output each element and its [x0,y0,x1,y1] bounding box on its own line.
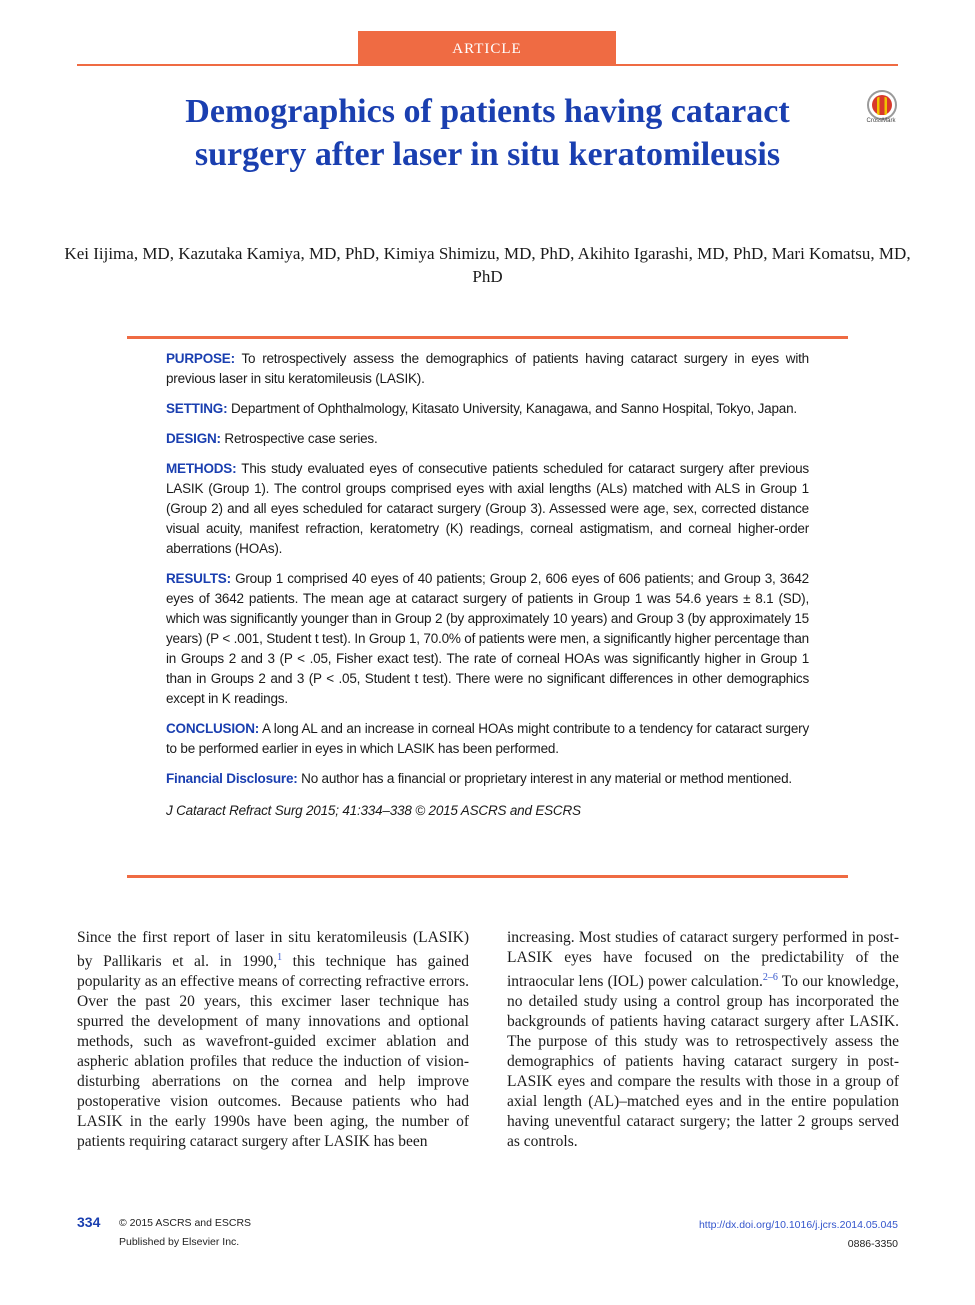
methods-label: METHODS: [166,461,237,476]
footer-right [699,1216,898,1254]
purpose-text: To retrospectively assess the demographics of patients having cataract surgery in eyes with previous laser in situ keratomileusis (LASIK). [166,351,809,386]
abstract-conclusion [166,719,809,759]
reference-link[interactable]: 1 [277,952,283,963]
issn: 0886-3350 [847,1238,898,1250]
body-paragraph [507,928,899,1152]
abstract-setting [166,399,809,419]
body-paragraph [77,928,469,1152]
conclusion-label: CONCLUSION: [166,721,260,736]
body-text: increasing. Most studies of cataract surgery performed in post-LASIK eyes have focused on the predictability of the intraocular lens (IOL) power calculation. [507,929,899,990]
article-title: Demographics of patients having cataract surgery after laser in situ keratomileusis [185,93,790,173]
disclosure-label: Financial Disclosure: [166,771,298,786]
disclosure-text: No author has a financial or proprietary interest in any material or method mentioned. [297,771,792,786]
footer-copyright: © 2015 ASCRS and ESCRS [119,1217,252,1229]
body-text: Since the first report of laser in situ keratomileusis (LASIK) by Pallikaris et al. in 1990, [77,929,469,970]
reference-link[interactable]: 2–6 [762,972,778,983]
abstract-purpose [166,349,809,389]
author-list: Kei Iijima, MD, Kazutaka Kamiya, MD, PhD, Kimiya Shimizu, MD, PhD, Akihito Igarashi, MD, PhD, Mari Komatsu, MD, PhD [64,244,911,286]
purpose-label: PURPOSE: [166,351,235,366]
results-text: Group 1 comprised 40 eyes of 40 patients; Group 2, 606 eyes of 606 patients; and Group 3, 3642 eyes of 3642 patients. The mean age at cataract surgery of patients in Group 1 was 54.6 years ± 8.1 (SD), which was significantly younger than in Group 2 (by approximately 10 years) and Group 3 (by approximately 15 years) (P < .001, Student t test). In Group 1, 70.0% of patients were men, a significantly higher percentage than in Groups 2 and 3 (P < .05, Fisher exact test). The rate of corneal HOAs was significantly higher in Group 1 than in Groups 2 and 3 (P < .05, Student t test). There were no significant differences in other demographics except in K readings. [166,571,809,706]
crossmark-label: CrossMark [866,118,896,124]
footer-publisher: Published by Elsevier Inc. [119,1236,240,1248]
results-label: RESULTS: [166,571,231,586]
abstract-design [166,429,809,449]
header-rule [77,64,898,66]
abstract-methods [166,459,809,559]
abstract-results [166,569,809,709]
body-text: To our knowledge, no detailed study using a control group has incorporated the backgrounds of patients having cataract surgery after LASIK. The purpose of this study was to retrospectively assess the demographics of patients having cataract surgery in post-LASIK eyes and compare the results with those in a group of axial length (AL)–matched eyes and in the entire population having uneventful cataract surgery; the latter 2 groups served as controls. [507,973,899,1150]
body-column-right [507,928,899,1152]
abstract [166,349,809,831]
body-text: this technique has gained popularity as an effective means of correcting refractive errors. Over the past 20 years, this excimer laser technique has spurred the development of many innovations and optional methods, such as wavefront-guided excimer ablation and aspheric ablation profiles that reduce the induction of vision-disturbing aberrations on the cornea and help improve postoperative vision outcomes. Because patients who had LASIK in the early 1990s have been aging, the number of patients requiring cataract surgery after LASIK has been [77,953,470,1150]
doi-link[interactable]: http://dx.doi.org/10.1016/j.jcrs.2014.05.045 [698,1219,898,1231]
methods-text: This study evaluated eyes of consecutive patients scheduled for cataract surgery after previous LASIK (Group 1). The control groups comprised eyes with axial lengths (ALs) matched with ALS in Group 1 (Group 2) and all eyes scheduled for cataract surgery (Group 3). Assessed were age, sex, corrected distance visual acuity, manifest refraction, keratometry (K) readings, corneal astigmatism, and corneal higher-order aberrations (HOAs). [166,461,809,556]
design-label: DESIGN: [166,431,221,446]
body-column-left [77,928,469,1152]
journal-citation: J Cataract Refract Surg 2015; 41:334–338 © 2015 ASCRS and ESCRS [166,803,581,818]
abstract-disclosure [166,769,809,789]
setting-label: SETTING: [166,401,228,416]
setting-text: Department of Ophthalmology, Kitasato University, Kanagawa, and Sanno Hospital, Tokyo, Japan. [227,401,797,416]
article-type-tag: ARTICLE [358,31,616,65]
abstract-top-rule [127,336,848,339]
page-number: 334 [77,1214,101,1230]
abstract-bottom-rule [127,875,848,878]
design-text: Retrospective case series. [220,431,378,446]
conclusion-text: A long AL and an increase in corneal HOAs might contribute to a tendency for cataract surgery to be performed earlier in eyes in which LASIK has been performed. [166,721,809,756]
